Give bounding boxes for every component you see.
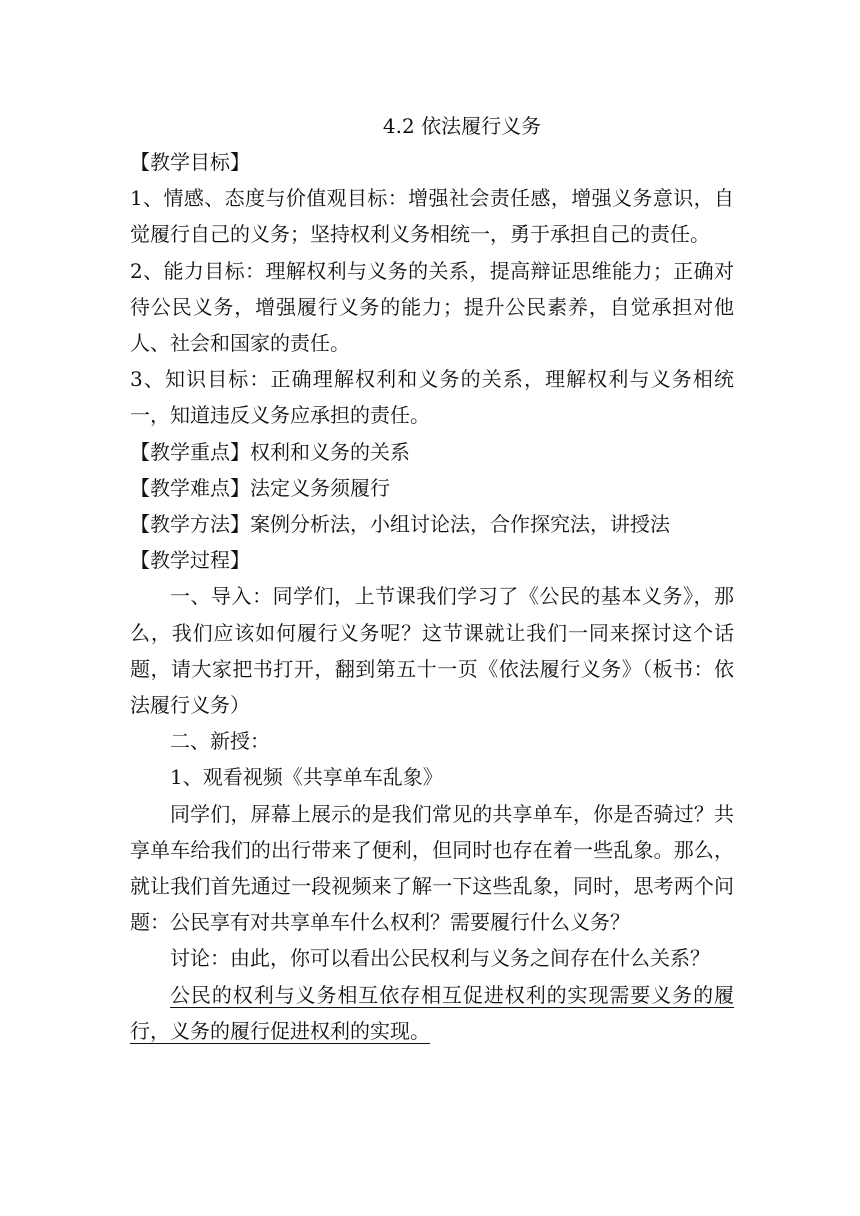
document-body: [130, 108, 734, 1049]
objective-attitude: 1、情感、态度与价值观目标：增强社会责任感，增强义务意识，自觉履行自己的义务；坚持权利义务相统一，勇于承担自己的责任。: [130, 186, 734, 247]
objective-knowledge: 3、知识目标：正确理解权利和义务的关系，理解权利与义务相统一，知道违反义务应承担的责任。: [130, 367, 734, 428]
process-heading: 【教学过程】: [130, 548, 250, 573]
teaching-method: 【教学方法】案例分析法，小组讨论法，合作探究法，讲授法: [130, 512, 670, 537]
difficulty: 【教学难点】法定义务须履行: [130, 475, 390, 500]
discussion-question: 讨论：由此，你可以看出公民权利与义务之间存在什么关系？: [170, 946, 710, 971]
conclusion-wrapper: [130, 977, 734, 1049]
objective-ability: 2、能力目标：理解权利与义务的关系，提高辩证思维能力；正确对待公民义务，增强履行义务的能力；提升公民素养，自觉承担对他人、社会和国家的责任。: [130, 258, 734, 356]
video-paragraph: 同学们，屏幕上展示的是我们常见的共享单车，你是否骑过？共享单车给我们的出行带来了便利，但同时也存在着一些乱象。那么，就让我们首先通过一段视频来了解一下这些乱象，同时，思考两个问题：公民享有对共享单车什么权利？需要履行什么义务？: [130, 801, 734, 935]
new-lesson-heading: 二、新授：: [170, 729, 270, 754]
key-point: 【教学重点】权利和义务的关系: [130, 439, 410, 464]
objectives-heading: 【教学目标】: [130, 150, 250, 174]
conclusion-text: 公民的权利与义务相互依存相互促进权利的实现需要义务的履行，义务的履行促进权利的实现。: [130, 982, 734, 1043]
document-title: 4.2 依法履行义务: [382, 114, 542, 138]
video-heading: 1、观看视频《共享单车乱象》: [170, 765, 443, 790]
intro-paragraph: 一、导入：同学们，上节课我们学习了《公民的基本义务》，那么，我们应该如何履行义务呢？这节课就让我们一同来探讨这个话题，请大家把书打开，翻到第五十一页《依法履行义务》（板书：依法履行义务）: [130, 584, 734, 718]
